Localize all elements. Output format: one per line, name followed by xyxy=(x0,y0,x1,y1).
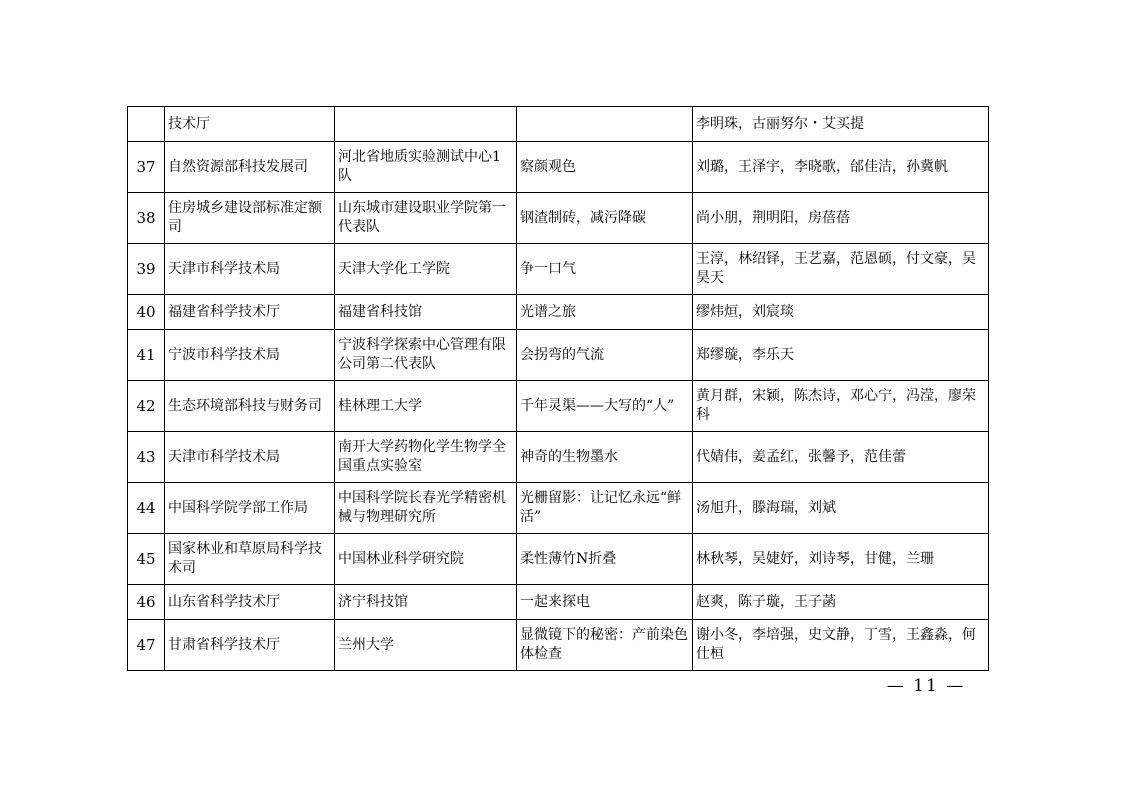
unit-cell: 宁波科学探索中心管理有限公司第二代表队 xyxy=(335,330,517,381)
unit-cell: 济宁科技馆 xyxy=(335,585,517,620)
members-cell: 代婧伟，姜孟红，张馨予，范佳蕾 xyxy=(693,432,989,483)
department-cell: 生态环境部科技与财务司 xyxy=(165,381,335,432)
table-row xyxy=(128,142,989,193)
unit-cell: 南开大学药物化学生物学全国重点实验室 xyxy=(335,432,517,483)
table-row xyxy=(128,620,989,671)
members-cell: 汤旭升，滕海瑞，刘斌 xyxy=(693,483,989,534)
unit-cell: 中国林业科学研究院 xyxy=(335,534,517,585)
work-title-cell: 察颜观色 xyxy=(517,142,693,193)
row-number: 37 xyxy=(128,142,165,193)
department-cell: 福建省科学技术厅 xyxy=(165,295,335,330)
row-number: 39 xyxy=(128,244,165,295)
work-title-cell: 神奇的生物墨水 xyxy=(517,432,693,483)
table-row xyxy=(128,381,989,432)
members-cell: 郑缪璇，李乐天 xyxy=(693,330,989,381)
unit-cell: 河北省地质实验测试中心1队 xyxy=(335,142,517,193)
members-cell: 李明珠，古丽努尔・艾买提 xyxy=(693,107,989,142)
table-row xyxy=(128,107,989,142)
work-title-cell: 光栅留影：让记忆永远“鲜活” xyxy=(517,483,693,534)
unit-cell: 福建省科技馆 xyxy=(335,295,517,330)
unit-cell: 兰州大学 xyxy=(335,620,517,671)
unit-cell: 山东城市建设职业学院第一代表队 xyxy=(335,193,517,244)
work-title-cell: 钢渣制砖，减污降碳 xyxy=(517,193,693,244)
department-cell: 国家林业和草原局科学技术司 xyxy=(165,534,335,585)
row-number: 38 xyxy=(128,193,165,244)
work-title-cell: 光谱之旅 xyxy=(517,295,693,330)
work-title-cell: 显微镜下的秘密：产前染色体检查 xyxy=(517,620,693,671)
table-row xyxy=(128,534,989,585)
table-row xyxy=(128,432,989,483)
row-number: 44 xyxy=(128,483,165,534)
table-row xyxy=(128,483,989,534)
row-number: 43 xyxy=(128,432,165,483)
table-row xyxy=(128,295,989,330)
work-title-cell: 一起来探电 xyxy=(517,585,693,620)
work-title-cell: 会拐弯的气流 xyxy=(517,330,693,381)
members-cell: 缪炜烜，刘宸琰 xyxy=(693,295,989,330)
work-title-cell: 争一口气 xyxy=(517,244,693,295)
department-cell: 天津市科学技术局 xyxy=(165,432,335,483)
members-cell: 王淳，林绍铎，王艺嘉，范恩硕，付文豪，吴昊天 xyxy=(693,244,989,295)
table-row xyxy=(128,244,989,295)
department-cell: 自然资源部科技发展司 xyxy=(165,142,335,193)
work-title-cell xyxy=(517,107,693,142)
row-number: 47 xyxy=(128,620,165,671)
row-number: 42 xyxy=(128,381,165,432)
unit-cell xyxy=(335,107,517,142)
members-cell: 刘璐，王泽宇，李晓歌，邰佳洁，孙冀帆 xyxy=(693,142,989,193)
row-number: 41 xyxy=(128,330,165,381)
row-number: 45 xyxy=(128,534,165,585)
work-title-cell: 千年灵渠——大写的“人” xyxy=(517,381,693,432)
unit-cell: 桂林理工大学 xyxy=(335,381,517,432)
department-cell: 天津市科学技术局 xyxy=(165,244,335,295)
department-cell: 中国科学院学部工作局 xyxy=(165,483,335,534)
table-row xyxy=(128,330,989,381)
members-cell: 谢小冬，李培强，史文静，丁雪，王鑫淼，何仕桓 xyxy=(693,620,989,671)
row-number xyxy=(128,107,165,142)
table-row xyxy=(128,585,989,620)
members-cell: 尚小朋，荆明阳，房蓓蓓 xyxy=(693,193,989,244)
awards-table-body xyxy=(128,107,989,671)
work-title-cell: 柔性薄竹N折叠 xyxy=(517,534,693,585)
unit-cell: 中国科学院长春光学精密机械与物理研究所 xyxy=(335,483,517,534)
row-number: 40 xyxy=(128,295,165,330)
members-cell: 赵爽，陈子璇，王子菡 xyxy=(693,585,989,620)
unit-cell: 天津大学化工学院 xyxy=(335,244,517,295)
table-row xyxy=(128,193,989,244)
department-cell: 技术厅 xyxy=(165,107,335,142)
department-cell: 宁波市科学技术局 xyxy=(165,330,335,381)
row-number: 46 xyxy=(128,585,165,620)
members-cell: 黄月群，宋颖，陈杰诗，邓心宁，冯滢，廖荣科 xyxy=(693,381,989,432)
awards-table xyxy=(127,106,989,671)
department-cell: 住房城乡建设部标准定额司 xyxy=(165,193,335,244)
department-cell: 甘肃省科学技术厅 xyxy=(165,620,335,671)
department-cell: 山东省科学技术厅 xyxy=(165,585,335,620)
members-cell: 林秋琴，吴婕妤，刘诗琴，甘健，兰珊 xyxy=(693,534,989,585)
page-number: — 11 — xyxy=(886,676,966,696)
